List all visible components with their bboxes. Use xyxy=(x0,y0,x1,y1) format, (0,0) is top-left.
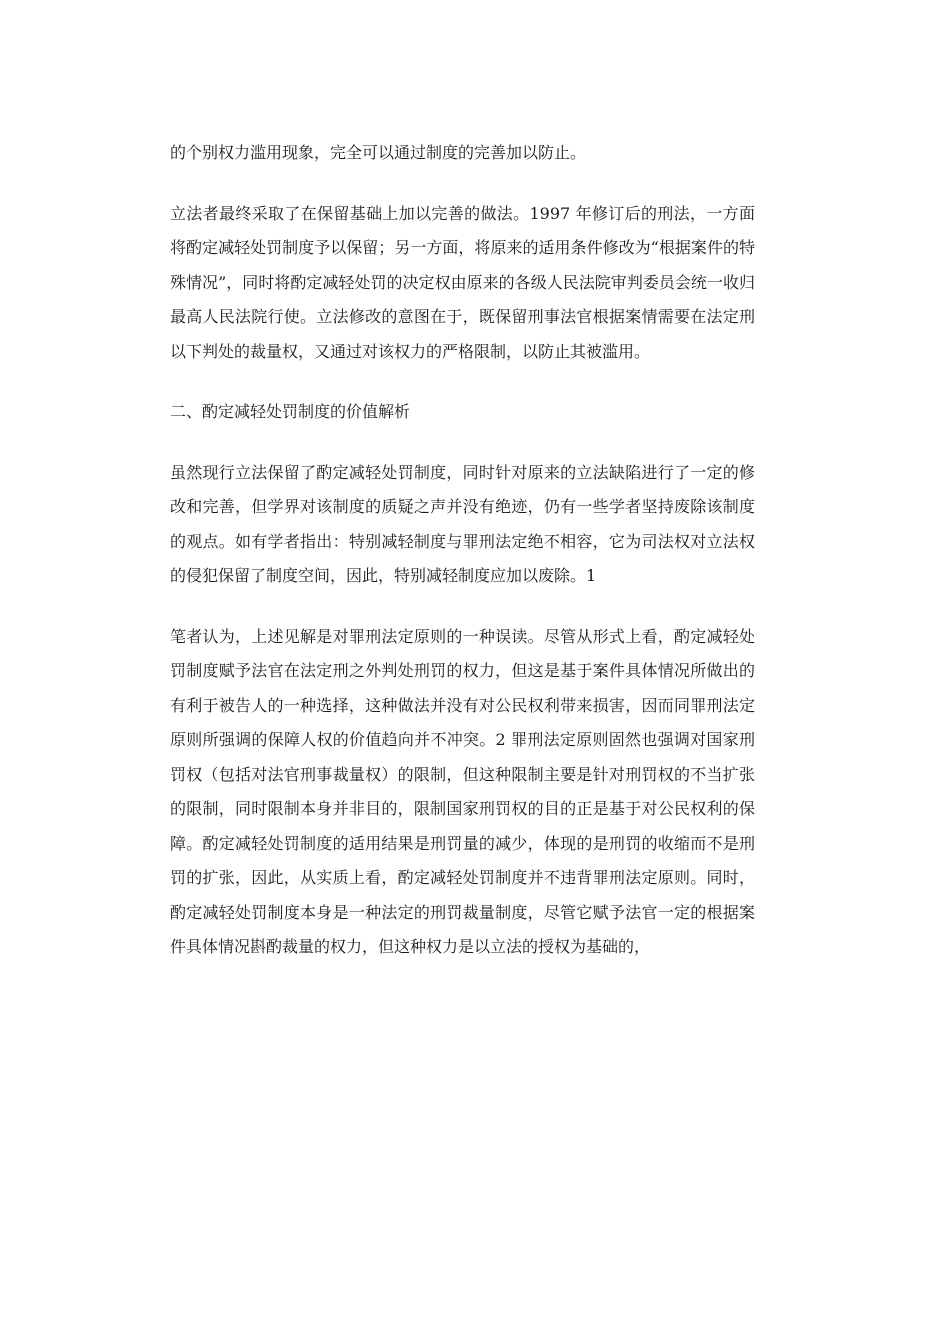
paragraph-author-view: 笔者认为，上述见解是对罪刑法定原则的一种误读。尽管从形式上看，酌定减轻处罚制度赋予法官在法定刑之外判处刑罚的权力，但这是基于案件具体情况所做出的有利于被告人的一种选择，这种做法并没有对公民权利带来损害，因而同罪刑法定原则所强调的保障人权的价值趋向并不冲突。2 罪刑法定原则固然也强调对国家刑罚权（包括对法官刑事裁量权）的限制，但这种限制主要是针对刑罚权的不当扩张的限制，同时限制本身并非目的，限制国家刑罚权的目的正是基于对公民权利的保障。酌定减轻处罚制度的适用结果是刑罚量的减少，体现的是刑罚的收缩而不是刑罚的扩张，因此，从实质上看，酌定减轻处罚制度并不违背罪刑法定原则。同时，酌定减轻处罚制度本身是一种法定的刑罚裁量制度，尽管它赋予法官一定的根据案件具体情况斟酌裁量的权力，但这种权力是以立法的授权为基础的， xyxy=(170,626,755,956)
paragraph-scholarly-criticism: 虽然现行立法保留了酌定减轻处罚制度，同时针对原来的立法缺陷进行了一定的修改和完善，但学界对该制度的质疑之声并没有绝迹，仍有一些学者坚持废除该制度的观点。如有学者指出：特别减轻制度与罪刑法定绝不相容，它为司法权对立法权的侵犯保留了制度空间，因此，特别减轻制度应加以废除。1 xyxy=(170,462,755,585)
paragraph-continuation: 的个别权力滥用现象，完全可以通过制度的完善加以防止。 xyxy=(170,143,587,162)
document-body xyxy=(170,136,755,991)
section-heading: 二、酌定减轻处罚制度的价值解析 xyxy=(170,402,411,421)
paragraph-legislative-revision: 立法者最终采取了在保留基础上加以完善的做法。1997 年修订后的刑法，一方面将酌定减轻处罚制度予以保留；另一方面，将原来的适用条件修改为“根据案件的特殊情况”，同时将酌定减轻处罚的决定权由原来的各级人民法院审判委员会统一收归最高人民法院行使。立法修改的意图在于，既保留刑事法官根据案情需要在法定刑以下判处的裁量权，又通过对该权力的严格限制，以防止其被滥用。 xyxy=(170,203,755,361)
